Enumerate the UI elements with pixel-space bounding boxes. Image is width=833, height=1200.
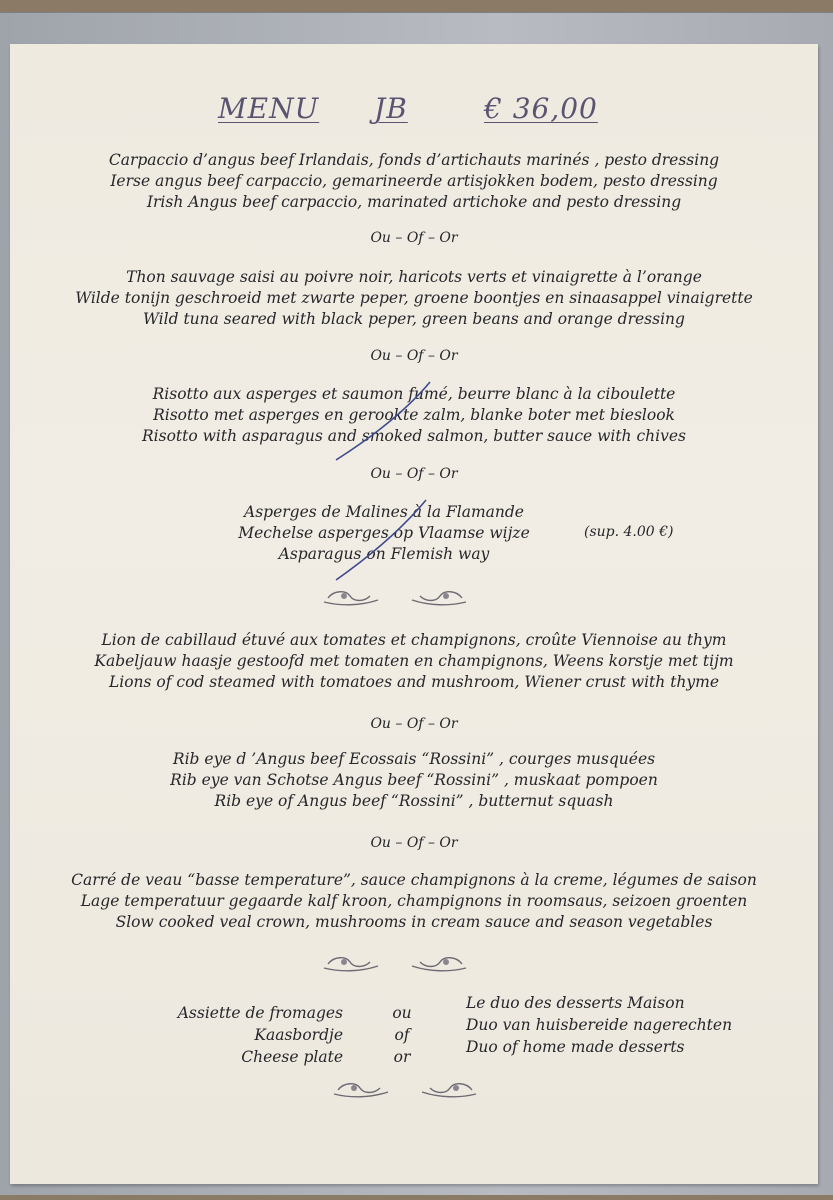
cheese-plate-column bbox=[110, 1002, 343, 1068]
dish-line-en: Lions of cod steamed with tomatoes and mushroom, Wiener crust with thyme bbox=[108, 673, 720, 691]
dish-line-en: Irish Angus beef carpaccio, marinated artichoke and pesto dressing bbox=[146, 193, 682, 211]
dish-line-fr: Le duo des desserts Maison bbox=[466, 994, 685, 1012]
dish-line-nl: Risotto met asperges en gerookte zalm, blanke boter met bieslook bbox=[153, 406, 675, 424]
separator: Ou – Of – Or bbox=[370, 348, 458, 364]
conjunction-en: or bbox=[393, 1048, 411, 1066]
conjunction-nl: of bbox=[394, 1026, 410, 1044]
supplement-price: (sup. 4.00 €) bbox=[584, 524, 674, 540]
menu-name: JB bbox=[374, 92, 408, 125]
dish-line-nl: Mechelse asperges op Vlaamse wijze bbox=[238, 524, 530, 542]
menu-header bbox=[10, 92, 818, 132]
dish-line-en: Duo of home made desserts bbox=[466, 1038, 685, 1056]
dish-line-en: Risotto with asparagus and smoked salmon, butter sauce with chives bbox=[142, 427, 686, 445]
menu-price: € 36,00 bbox=[484, 92, 598, 125]
dish-line-nl: Lage temperatuur gegaarde kalf kroon, champignons in roomsaus, seizoen groenten bbox=[80, 892, 748, 910]
dish-line-fr: Carré de veau “basse temperature”, sauce champignons à la creme, légumes de saison bbox=[71, 871, 757, 889]
dish-line-nl: Duo van huisbereide nagerechten bbox=[466, 1016, 733, 1034]
main-rib-eye bbox=[10, 749, 818, 812]
main-veal bbox=[10, 870, 818, 933]
dish-line-fr: Carpaccio d’angus beef Irlandais, fonds d’artichauts marinés , pesto dressing bbox=[108, 151, 720, 169]
starter-carpaccio bbox=[10, 150, 818, 213]
menu-page bbox=[10, 44, 818, 1184]
dish-line-fr: Lion de cabillaud étuvé aux tomates et champignons, croûte Viennoise au thym bbox=[101, 631, 727, 649]
dish-line-en: Slow cooked veal crown, mushrooms in cream sauce and season vegetables bbox=[115, 913, 713, 931]
dish-line-nl: Wilde tonijn geschroeid met zwarte peper, groene boontjes en sinaasappel vinaigrette bbox=[75, 289, 753, 307]
dish-line-en: Asparagus on Flemish way bbox=[278, 545, 490, 563]
desserts-column bbox=[466, 992, 796, 1058]
conjunction-fr: ou bbox=[392, 1004, 412, 1022]
separator: Ou – Of – Or bbox=[370, 466, 458, 482]
dish-line-en: Rib eye of Angus beef “Rossini” , butternut squash bbox=[214, 792, 614, 810]
dish-line-en: Cheese plate bbox=[241, 1048, 343, 1066]
starter-tuna bbox=[10, 267, 818, 330]
flourish-ornament bbox=[320, 954, 470, 974]
flourish-ornament bbox=[320, 588, 470, 608]
dish-line-nl: Rib eye van Schotse Angus beef “Rossini” , muskaat pompoen bbox=[170, 771, 658, 789]
separator: Ou – Of – Or bbox=[370, 230, 458, 246]
separator: Ou – Of – Or bbox=[370, 716, 458, 732]
dish-line-fr: Thon sauvage saisi au poivre noir, haricots verts et vinaigrette à l’orange bbox=[126, 268, 702, 286]
pen-strike-mark bbox=[328, 496, 438, 582]
dish-line-fr: Assiette de fromages bbox=[177, 1004, 343, 1022]
pen-strike-mark bbox=[330, 378, 440, 464]
dish-line-nl: Kaasbordje bbox=[254, 1026, 343, 1044]
conjunction-column bbox=[380, 1002, 424, 1068]
separator: Ou – Of – Or bbox=[370, 835, 458, 851]
dish-line-fr: Rib eye d ’Angus beef Ecossais “Rossini” , courges musquées bbox=[172, 750, 656, 768]
flourish-ornament bbox=[330, 1080, 480, 1100]
dish-line-en: Wild tuna seared with black peper, green beans and orange dressing bbox=[143, 310, 685, 328]
dish-line-fr: Risotto aux asperges et saumon fumé, beurre blanc à la ciboulette bbox=[152, 385, 676, 403]
dish-line-nl: Ierse angus beef carpaccio, gemarineerde artisjokken bodem, pesto dressing bbox=[110, 172, 718, 190]
dish-line-nl: Kabeljauw haasje gestoofd met tomaten en champignons, Weens korstje met tijm bbox=[94, 652, 734, 670]
main-cod bbox=[10, 630, 818, 693]
menu-title: MENU bbox=[218, 92, 320, 125]
dish-line-fr: Asperges de Malines à la Flamande bbox=[244, 503, 524, 521]
